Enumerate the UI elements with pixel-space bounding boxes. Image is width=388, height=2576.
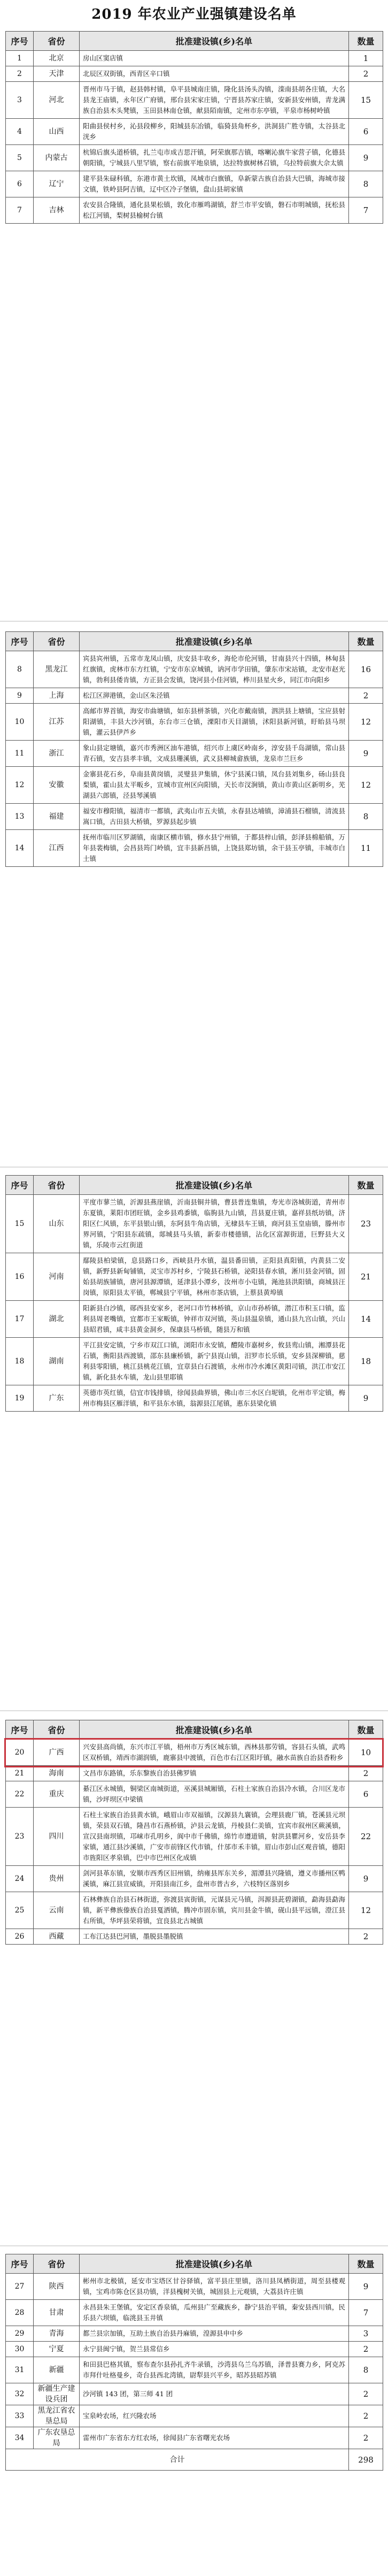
table-row: [6, 1808, 383, 1866]
table-row: [6, 2274, 383, 2300]
header-province: 省份: [34, 1720, 80, 1740]
table-row: [6, 741, 383, 767]
row-towns: 永昌县朱王堡镇，安定区香泉镇，瓜州县广至藏族乡，静宁县治平镇，秦安县西川镇，民乐县六坝镇，临洮县玉井镇: [80, 2300, 349, 2326]
total-label: 合计: [6, 2449, 349, 2471]
row-count: 2: [349, 2405, 383, 2427]
row-towns: 文昌市东路镇，乐东黎族自治县佛罗镇: [80, 1766, 349, 1781]
row-province: 重庆: [34, 1781, 80, 1808]
row-seq: 19: [6, 1385, 34, 1412]
row-seq: 30: [6, 2342, 34, 2357]
row-count: 21: [349, 1253, 383, 1301]
row-province: 广东: [34, 1385, 80, 1412]
table-row: [6, 1892, 383, 1929]
row-province: 黑龙江: [34, 651, 80, 688]
header-seq: 序号: [6, 32, 34, 51]
row-seq: 20: [6, 1740, 34, 1766]
header-province: 省份: [34, 1176, 80, 1195]
row-count: 1: [349, 51, 383, 66]
header-seq: 序号: [6, 1720, 34, 1740]
row-province: 黑龙江省农垦总局: [34, 2405, 80, 2427]
table-row: [6, 171, 383, 197]
row-towns: 都兰县宗加镇，互助土族自治县丹麻镇，湟源县申中乡: [80, 2326, 349, 2342]
header-count: 数量: [349, 632, 383, 651]
town-table-5: [5, 2254, 383, 2471]
table-row: [6, 1781, 383, 1808]
town-table-3: [5, 1175, 383, 1412]
row-seq: 14: [6, 830, 34, 867]
header-count: 数量: [349, 2254, 383, 2274]
row-seq: 21: [6, 1766, 34, 1781]
table-row: [6, 2427, 383, 2449]
row-province: 新疆: [34, 2357, 80, 2383]
row-count: 14: [349, 1301, 383, 1338]
row-towns: 农安县合隆镇，通化县果松镇，敦化市雁鸣湖镇，舒兰市平安镇，磐石市明城镇，抚松县松江河镇，梨树县榆树台镇: [80, 197, 349, 224]
row-count: 22: [349, 1808, 383, 1866]
row-count: 3: [349, 2326, 383, 2342]
table-row: [6, 66, 383, 82]
row-count: 2: [349, 1929, 383, 1945]
row-seq: 16: [6, 1253, 34, 1301]
row-province: 北京: [34, 51, 80, 66]
row-count: 2: [349, 688, 383, 704]
table-row: [6, 2300, 383, 2326]
row-towns: 兴安县高尚镇，东兴市江平镇，梧州市万秀区城东镇，西林县那劳镇，容县石头镇，武鸣区双桥镇，靖西市湖润镇，鹿寨县中渡镇，百色市右江区阳圩镇，融水苗族自治县香粉乡: [80, 1740, 349, 1766]
row-seq: 7: [6, 197, 34, 224]
row-seq: 5: [6, 145, 34, 171]
row-count: 23: [349, 1195, 383, 1253]
row-seq: 28: [6, 2300, 34, 2326]
row-province: 上海: [34, 688, 80, 704]
row-count: 2: [349, 66, 383, 82]
header-towns: 批准建设镇(乡)名单: [80, 1720, 349, 1740]
table-row: [6, 1740, 383, 1766]
table-row: [6, 197, 383, 224]
row-towns: 平度市蓼兰镇，沂源县燕崖镇，沂南县铜井镇，曹县普连集镇，寿光市洛城街道，青州市东夏镇，莱阳市团旺镇，金乡县鸡黍镇，临朐县九山镇，莒县夏庄镇，嘉祥县纸坊镇，济阳区仁风镇，东平县银山镇，东阿县牛角店镇，无棣县车王镇，商河县玉皇庙镇，滕州市界河镇，宁阳县东疏镇，郯城县马头镇，新泰市楼德镇，沾化区富源街道，巨野县大义镇，乐陵市云红街道: [80, 1195, 349, 1253]
table-section-1: [5, 31, 383, 224]
row-province: 宁夏: [34, 2342, 80, 2357]
row-seq: 27: [6, 2274, 34, 2300]
row-seq: 26: [6, 1929, 34, 1945]
table-row: [6, 1385, 383, 1412]
row-towns: 彬州市北极镇，延安市宝塔区甘谷驿镇，富平县庄里镇，洛川县凤栖街道，周至县楼观镇，宝鸡市陈仓区县功镇，洋县槐树关镇，城固县上元观镇，大荔县许庄镇: [80, 2274, 349, 2300]
row-seq: 31: [6, 2357, 34, 2383]
row-towns: 和田县巴格其镇，察布查尔县孙扎齐牛录镇，沙湾县乌兰乌苏镇，泽普县赛力乡，阿克苏市拜什吐格曼乡，奇台县西北湾镇，尉犁县兴平乡，昭苏县昭苏镇: [80, 2357, 349, 2383]
row-towns: 石林彝族自治县石林街道，弥渡县寅街镇，元谋县元马镇，洱源县茈碧湖镇，勐海县勐海镇，新平彝族傣族自治县戛洒镇，腾冲市固东镇，宾川县金牛镇，砚山县平远镇，澄江县右所镇，华坪县荣将镇，宜良县北古城镇: [80, 1892, 349, 1929]
table-row: [6, 2405, 383, 2427]
table-row: [6, 1253, 383, 1301]
table-section-4: [5, 1720, 383, 1945]
row-count: 16: [349, 651, 383, 688]
row-province: 湖北: [34, 1301, 80, 1338]
row-province: 内蒙古: [34, 145, 80, 171]
header-count: 数量: [349, 1176, 383, 1195]
row-count: 9: [349, 1385, 383, 1412]
row-province: 西藏: [34, 1929, 80, 1945]
table-header-row: [6, 1720, 383, 1740]
row-count: 9: [349, 145, 383, 171]
row-towns: 英德市英红镇，信宜市钱排镇，徐闻县曲界镇，佛山市三水区白坭镇，化州市平定镇，梅州市梅县区雁洋镇，和平县东水镇，翁源县江尾镇，惠东县梁化镇: [80, 1385, 349, 1412]
page-title: 2019 年农业产业强镇建设名单: [91, 6, 297, 22]
row-towns: 杭锦后旗头道桥镇，扎兰屯市成吉思汗镇，阿荣旗那吉镇，喀喇沁旗牛家营子镇，化德县朝阳镇，宁城县八里罕镇，察右前旗平地泉镇，达拉特旗树林召镇，乌拉特前旗大佘太镇: [80, 145, 349, 171]
row-count: 9: [349, 1866, 383, 1892]
header-towns: 批准建设镇(乡)名单: [80, 2254, 349, 2274]
row-towns: 松江区泖港镇，金山区朱泾镇: [80, 688, 349, 704]
row-province: 河北: [34, 82, 80, 119]
row-province: 海南: [34, 1766, 80, 1781]
row-towns: 福安市穆阳镇，福清市一都镇，武夷山市五夫镇，永春县达埔镇，漳浦县石榴镇，清流县嵩口镇，古田县大桥镇，罗源县起步镇: [80, 804, 349, 830]
row-province: 山东: [34, 1195, 80, 1253]
header-towns: 批准建设镇(乡)名单: [80, 32, 349, 51]
row-province: 陕西: [34, 2274, 80, 2300]
row-count: 11: [349, 830, 383, 867]
row-towns: 剑河县革东镇，安顺市西秀区旧州镇，纳雍县厍东关乡，湄潭县兴隆镇，遵义市播州区鸭溪镇，麻江县宣威镇，开阳县南江乡，盘州市普古乡，六枝特区落别乡: [80, 1866, 349, 1892]
row-count: 2: [349, 2342, 383, 2357]
row-towns: 工布江达县巴河镇，墨脱县墨脱镇: [80, 1929, 349, 1945]
table-header-row: [6, 32, 383, 51]
row-province: 安徽: [34, 767, 80, 804]
row-seq: 3: [6, 82, 34, 119]
table-section-2: [5, 631, 383, 867]
header-province: 省份: [34, 632, 80, 651]
row-count: 9: [349, 2274, 383, 2300]
row-towns: 房山区窦店镇: [80, 51, 349, 66]
table-header-row: [6, 1176, 383, 1195]
row-towns: 永宁县闽宁镇，贺兰县常信乡: [80, 2342, 349, 2357]
town-table-2: [5, 631, 383, 867]
table-row: [6, 2383, 383, 2405]
header-count: 数量: [349, 32, 383, 51]
row-seq: 33: [6, 2405, 34, 2427]
row-seq: 12: [6, 767, 34, 804]
row-towns: 石柱土家族自治县黄水镇，峨眉山市双福镇，汉源县九襄镇，会理县鹿厂镇，苍溪县元坝镇，荣县双石镇，隆昌市石燕桥镇，泸县云龙镇，丹棱县仁美镇，宜宾市叙州区蕨溪镇，宣汉县南坝镇，邛崃市孔明乡，阆中市千佛镇，绵竹市遵道镇，射洪县瞿河乡，安岳县李家镇，通江县沙溪镇，广安市前锋区代市镇，什邡市禾丰镇，眉山市彭山区观音镇，德阳市旌阳区孝泉镇，巴中市巴州区化成镇: [80, 1808, 349, 1866]
table-row: [6, 2342, 383, 2357]
row-towns: 阳曲县侯村乡，沁县段柳乡，阳城县东冶镇，临猗县角杯乡，洪洞县广胜寺镇，太谷县北洸乡: [80, 119, 349, 145]
row-count: 2: [349, 2427, 383, 2449]
table-row: [6, 2357, 383, 2383]
row-towns: 雷州市广东省东方红农场，徐闻县广东省曙光农场: [80, 2427, 349, 2449]
header-towns: 批准建设镇(乡)名单: [80, 632, 349, 651]
row-seq: 10: [6, 704, 34, 741]
row-towns: 高邮市界首镇，海安市曲塘镇，如东县栟茶镇，兴化市戴南镇，泗洪县上塘镇，宝应县射阳湖镇，丰县大沙河镇，东台市三仓镇，溧阳市天目湖镇，沭阳县新河镇，盱眙县马坝镇，灌云县伊芦乡: [80, 704, 349, 741]
row-towns: 象山县定塘镇，嘉兴市秀洲区油车港镇，绍兴市上虞区岭南乡，淳安县千岛湖镇，常山县青石镇，安吉县孝丰镇，文成县珊溪镇，武义县柳城畲族镇，龙泉市兰巨乡: [80, 741, 349, 767]
row-seq: 6: [6, 171, 34, 197]
row-seq: 29: [6, 2326, 34, 2342]
row-seq: 15: [6, 1195, 34, 1253]
row-province: 山西: [34, 119, 80, 145]
row-seq: 32: [6, 2383, 34, 2405]
row-seq: 23: [6, 1808, 34, 1866]
table-row: [6, 804, 383, 830]
row-count: 2: [349, 2383, 383, 2405]
row-seq: 2: [6, 66, 34, 82]
row-towns: 平江县安定镇，宁乡市双江口镇，浏阳市永安镇，醴陵市嘉树乡，攸县鸾山镇，湘潭县花石镇，衡阳县西渡镇，邵东县廉桥镇，新宁县崀山镇，汨罗市长乐镇，安乡县深柳镇，慈利县零阳镇，桃江县桃花江镇，宜章县白石渡镇，永州市冷水滩区黄阳司镇，洪江市安江镇，新化县水车镇，龙山县里耶镇: [80, 1338, 349, 1385]
row-province: 吉林: [34, 197, 80, 224]
row-province: 新疆生产建设兵团: [34, 2383, 80, 2405]
row-count: 12: [349, 767, 383, 804]
row-count: 6: [349, 119, 383, 145]
row-province: 辽宁: [34, 171, 80, 197]
row-count: 15: [349, 82, 383, 119]
table-section-5: [5, 2254, 383, 2471]
row-seq: 17: [6, 1301, 34, 1338]
row-towns: 金寨县花石乡，阜南县黄岗镇，灵璧县尹集镇，休宁县溪口镇，凤台县刘集乡，砀山县良梨镇，霍山县太平畈乡，宣城市宣州区向阳镇，天长市汊涧镇，黄山市黄山区新明乡，芜湖县六郎镇，泾县琴溪镇: [80, 767, 349, 804]
row-towns: 北辰区双街镇，西青区辛口镇: [80, 66, 349, 82]
table-header-row: [6, 2254, 383, 2274]
header-seq: 序号: [6, 2254, 34, 2274]
row-seq: 22: [6, 1781, 34, 1808]
header-seq: 序号: [6, 632, 34, 651]
row-count: 10: [349, 1740, 383, 1766]
row-province: 浙江: [34, 741, 80, 767]
row-count: 2: [349, 1766, 383, 1781]
table-row: [6, 1338, 383, 1385]
row-count: 7: [349, 197, 383, 224]
row-province: 福建: [34, 804, 80, 830]
table-row: [6, 1866, 383, 1892]
total-value: 298: [349, 2449, 383, 2471]
row-towns: 鄢陵县柏梁镇，息县路口乡，西峡县丹水镇，温县番田镇，正阳县真阳镇，内黄县二安镇，新野县新甸铺镇，灵宝市苏村乡，宁陵县石桥镇，泌阳县春水镇，淅川县金河镇，固始县胡族铺镇，唐河县源潭镇，延津县小潭乡，汝州市小屯镇，渑池县洪阳镇，商城县汪岗镇，原阳县太平镇，郸城县宁平镇，林州市茶店镇，上蔡县黄埠镇: [80, 1253, 349, 1301]
row-seq: 11: [6, 741, 34, 767]
total-row: [6, 2449, 383, 2471]
row-seq: 18: [6, 1338, 34, 1385]
header-seq: 序号: [6, 1176, 34, 1195]
row-seq: 34: [6, 2427, 34, 2449]
row-count: 7: [349, 2300, 383, 2326]
table-row: [6, 1929, 383, 1945]
table-row: [6, 688, 383, 704]
table-row: [6, 82, 383, 119]
row-province: 贵州: [34, 1866, 80, 1892]
table-row: [6, 767, 383, 804]
row-province: 天津: [34, 66, 80, 82]
row-seq: 13: [6, 804, 34, 830]
table-row: [6, 51, 383, 66]
row-province: 湖南: [34, 1338, 80, 1385]
table-row: [6, 1195, 383, 1253]
row-count: 12: [349, 1892, 383, 1929]
header-province: 省份: [34, 32, 80, 51]
header-towns: 批准建设镇(乡)名单: [80, 1176, 349, 1195]
row-count: 8: [349, 2357, 383, 2383]
table-row: [6, 119, 383, 145]
table-row: [6, 830, 383, 867]
row-province: 广西: [34, 1740, 80, 1766]
row-seq: 25: [6, 1892, 34, 1929]
table-row: [6, 704, 383, 741]
row-towns: 綦江区永城镇，铜梁区南城街道，巫溪县城厢镇，石柱土家族自治县冷水镇，合川区龙市镇，沙坪坝区中梁镇: [80, 1781, 349, 1808]
row-seq: 9: [6, 688, 34, 704]
row-count: 12: [349, 704, 383, 741]
row-seq: 24: [6, 1866, 34, 1892]
header-count: 数量: [349, 1720, 383, 1740]
town-table-4: [5, 1720, 383, 1945]
table-section-3: [5, 1175, 383, 1412]
row-province: 四川: [34, 1808, 80, 1866]
row-towns: 抚州市临川区罗湖镇，南康区横市镇，修水县宁州镇，于都县梓山镇，彭泽县棉船镇，万年县裴梅镇，会昌县筠门岭镇，宜丰县新昌镇，上饶县郑坊镇，余干县玉亭镇，丰城市白土镇: [80, 830, 349, 867]
table-row: [6, 145, 383, 171]
row-province: 江西: [34, 830, 80, 867]
row-province: 甘肃: [34, 2300, 80, 2326]
row-count: 9: [349, 741, 383, 767]
row-province: 青海: [34, 2326, 80, 2342]
row-province: 河南: [34, 1253, 80, 1301]
row-towns: 阳新县白沙镇，郧西县安家乡，老河口市竹林桥镇，京山市孙桥镇，潜江市积玉口镇，监利县周老嘴镇，宜都市王家畈镇，钟祥市双河镇，英山县温泉镇，通山县九宫山镇，兴山县昭君镇，咸丰县黄金洞乡，保康县马桥镇，随县万和镇: [80, 1301, 349, 1338]
row-province: 广东农垦总局: [34, 2427, 80, 2449]
row-towns: 宝泉岭农场，红兴隆农场: [80, 2405, 349, 2427]
table-row: [6, 1301, 383, 1338]
row-seq: 4: [6, 119, 34, 145]
row-province: 云南: [34, 1892, 80, 1929]
row-count: 18: [349, 1338, 383, 1385]
row-seq: 8: [6, 651, 34, 688]
header-province: 省份: [34, 2254, 80, 2274]
row-count: 8: [349, 804, 383, 830]
row-towns: 建平县朱碌科镇，东港市黄土坎镇，凤城市白旗镇，阜新蒙古族自治县大巴镇，海城市接文镇，铁岭县阿吉镇，辽中区冷子堡镇，盘山县胡家镇: [80, 171, 349, 197]
row-seq: 1: [6, 51, 34, 66]
row-count: 6: [349, 1781, 383, 1808]
table-header-row: [6, 632, 383, 651]
row-towns: 沙河镇 143 团，第三师 41 团: [80, 2383, 349, 2405]
row-province: 江苏: [34, 704, 80, 741]
table-row: [6, 1766, 383, 1781]
table-row: [6, 651, 383, 688]
row-towns: 宾县宾州镇，五常市龙凤山镇，庆安县丰收乡，海伦市伦河镇，甘南县兴十四镇，林甸县红旗镇，虎林市东方红镇，宁安市东京城镇，讷河市学田镇，肇东市宋站镇，北安市赵光镇，勃利县倭肯镇，方正县会发镇，饶河县小佳河镇，桦川县星火乡，同江市向阳乡: [80, 651, 349, 688]
town-table-1: [5, 31, 383, 224]
row-towns: 晋州市马于镇，赵县韩村镇，阜平县城南庄镇，隆化县汤头沟镇，滦南县胡各庄镇，大名县龙王庙镇，永年区广府镇，邢台县宋家庄镇，宁晋县苏家庄镇，安新县安州镇，青龙满族自治县木头凳镇，玉田县林南仓镇，献县陌南镇，定州市东亭镇，平泉市杨树岭镇: [80, 82, 349, 119]
table-row: [6, 2326, 383, 2342]
row-count: 8: [349, 171, 383, 197]
